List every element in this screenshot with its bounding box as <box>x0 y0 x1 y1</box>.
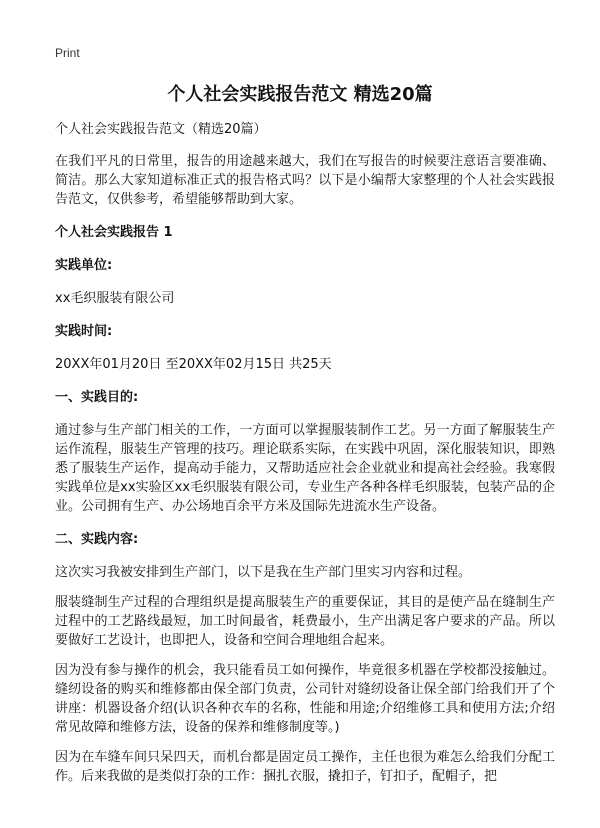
time-label: 实践时间: <box>55 324 113 339</box>
section2-paragraph: 这次实习我被安排到生产部门，以下是我在生产部门里实习内容和过程。 <box>55 565 472 580</box>
unit-label: 实践单位: <box>55 258 113 273</box>
section2-heading: 二、实践内容: <box>55 532 139 547</box>
print-link[interactable]: Print <box>55 46 80 60</box>
intro-paragraph: 在我们平凡的日常里，报告的用途越来越大，我们在写报告的时候要注意语言要准确、简洁。那么大家知道标准正式的报告格式吗？以下是小编帮大家整理的个人社会实践报告范文，仅供参考，希望能够帮助到大家。 <box>55 154 555 207</box>
section2-paragraph: 因为没有参与操作的机会，我只能看员工如何操作，毕竟很多机器在学校都没接触过。缝纫设备的购买和维修都由保全部门负责，公司针对缝纫设备让保全部门给我们开了个讲座：机器设备介绍(认识各种衣车的名称，性能和用途;介绍维修工具和使用方法;介绍常见故障和维修方法，设备的保养和维修制度等。) <box>55 663 555 735</box>
time-value: 20XX年01月20日 至20XX年02月15日 共25天 <box>55 357 332 372</box>
unit-value: xx毛织服装有限公司 <box>55 291 175 306</box>
document-title: 个人社会实践报告范文 精选20篇 <box>167 84 433 105</box>
section2-paragraph: 服装缝制生产过程的合理组织是提高服装生产的重要保证，其目的是使产品在缝制生产过程中的工艺路线最短，加工时间最省，耗费最小，生产出满足客户要求的产品。所以要做好工艺设计，也即把人，设备和空间合理地组合起来。 <box>55 595 555 648</box>
section1-heading: 一、实践目的: <box>55 390 139 405</box>
document-subtitle: 个人社会实践报告范文（精选20篇） <box>55 122 267 137</box>
section1-paragraph: 通过参与生产部门相关的工作，一方面可以掌握服装制作工艺。另一方面了解服装生产运作流程，服装生产管理的技巧。理论联系实际，在实践中巩固，深化服装知识，即熟悉了服装生产运作，提高动手能力，又帮助适应社会企业就业和提高社会经验。我寒假实践单位是xx实验区xx毛织服装有限公司，专业生产各种各样毛织服装，包装产品的企业。公司拥有生产、办公场地百余平方米及国际先进流水生产设备。 <box>55 423 555 514</box>
report-heading: 个人社会实践报告 1 <box>55 225 173 240</box>
document-body <box>55 120 555 797</box>
section2-paragraph: 因为在车缝车间只呆四天，而机台都是固定员工操作，主任也很为难怎么给我们分配工作。后来我做的是类似打杂的工作：捆扎衣服，撬扣子，钉扣子，配帽子，把 <box>55 750 555 784</box>
